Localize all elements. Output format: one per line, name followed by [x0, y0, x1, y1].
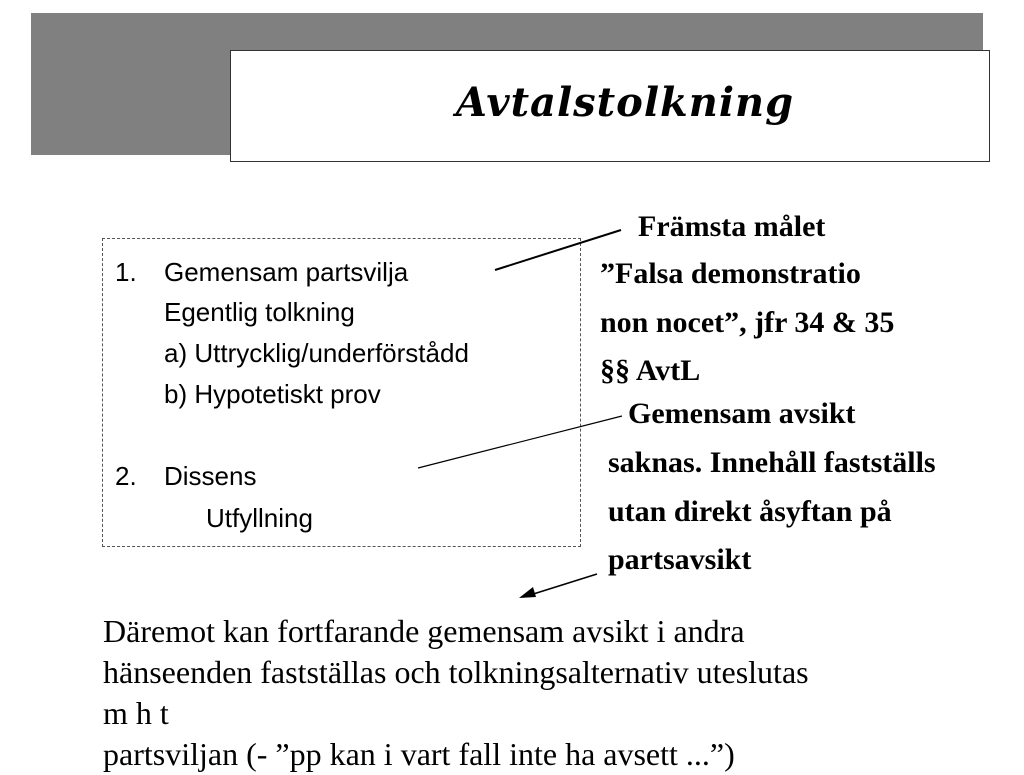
list-item-2-number: 2.	[115, 461, 137, 491]
paragraph-line-1: Däremot kan fortfarande gemensam avsikt i andra	[103, 613, 745, 649]
list-item-1-option-b: b) Hypotetiskt prov	[164, 379, 381, 409]
paragraph-line-3: m h t	[103, 695, 169, 731]
list-item-1-sub: Egentlig tolkning	[164, 297, 355, 327]
list-item-2-sub: Utfyllning	[206, 503, 313, 533]
list-item-1-option-a: a) Uttrycklig/underförstådd	[164, 338, 469, 368]
paragraph-line-4: partsviljan (- ”pp kan i vart fall inte ha avsett ...”)	[103, 736, 735, 772]
paragraph-line-2: hänseenden fastställas och tolkningsalternativ uteslutas	[103, 654, 809, 690]
annotation-1-line-3: non nocet”, jfr 34 & 35	[600, 306, 895, 339]
list-item-2-label: Dissens	[164, 461, 257, 491]
connector-arrow	[527, 574, 597, 596]
annotation-2-line-4: partsavsikt	[608, 543, 752, 576]
arrowhead-icon	[519, 587, 536, 598]
annotation-1-line-2: ”Falsa demonstratio	[600, 257, 861, 290]
annotation-2-line-3: utan direkt åsyftan på	[608, 495, 892, 528]
annotation-2-line-2: saknas. Innehåll fastställs	[608, 446, 936, 479]
list-item-1-label: Gemensam partsvilja	[164, 257, 409, 287]
annotation-1-line-1: Främsta målet	[638, 210, 826, 243]
connector-line-1	[495, 230, 621, 270]
slide-title: Avtalstolkning	[455, 79, 795, 126]
annotation-1-line-4: §§ AvtL	[600, 354, 701, 387]
annotation-2-line-1: Gemensam avsikt	[628, 397, 856, 430]
body-paragraph	[103, 611, 1013, 775]
list-item-1-number: 1.	[115, 257, 137, 287]
connector-line-2	[418, 416, 622, 468]
